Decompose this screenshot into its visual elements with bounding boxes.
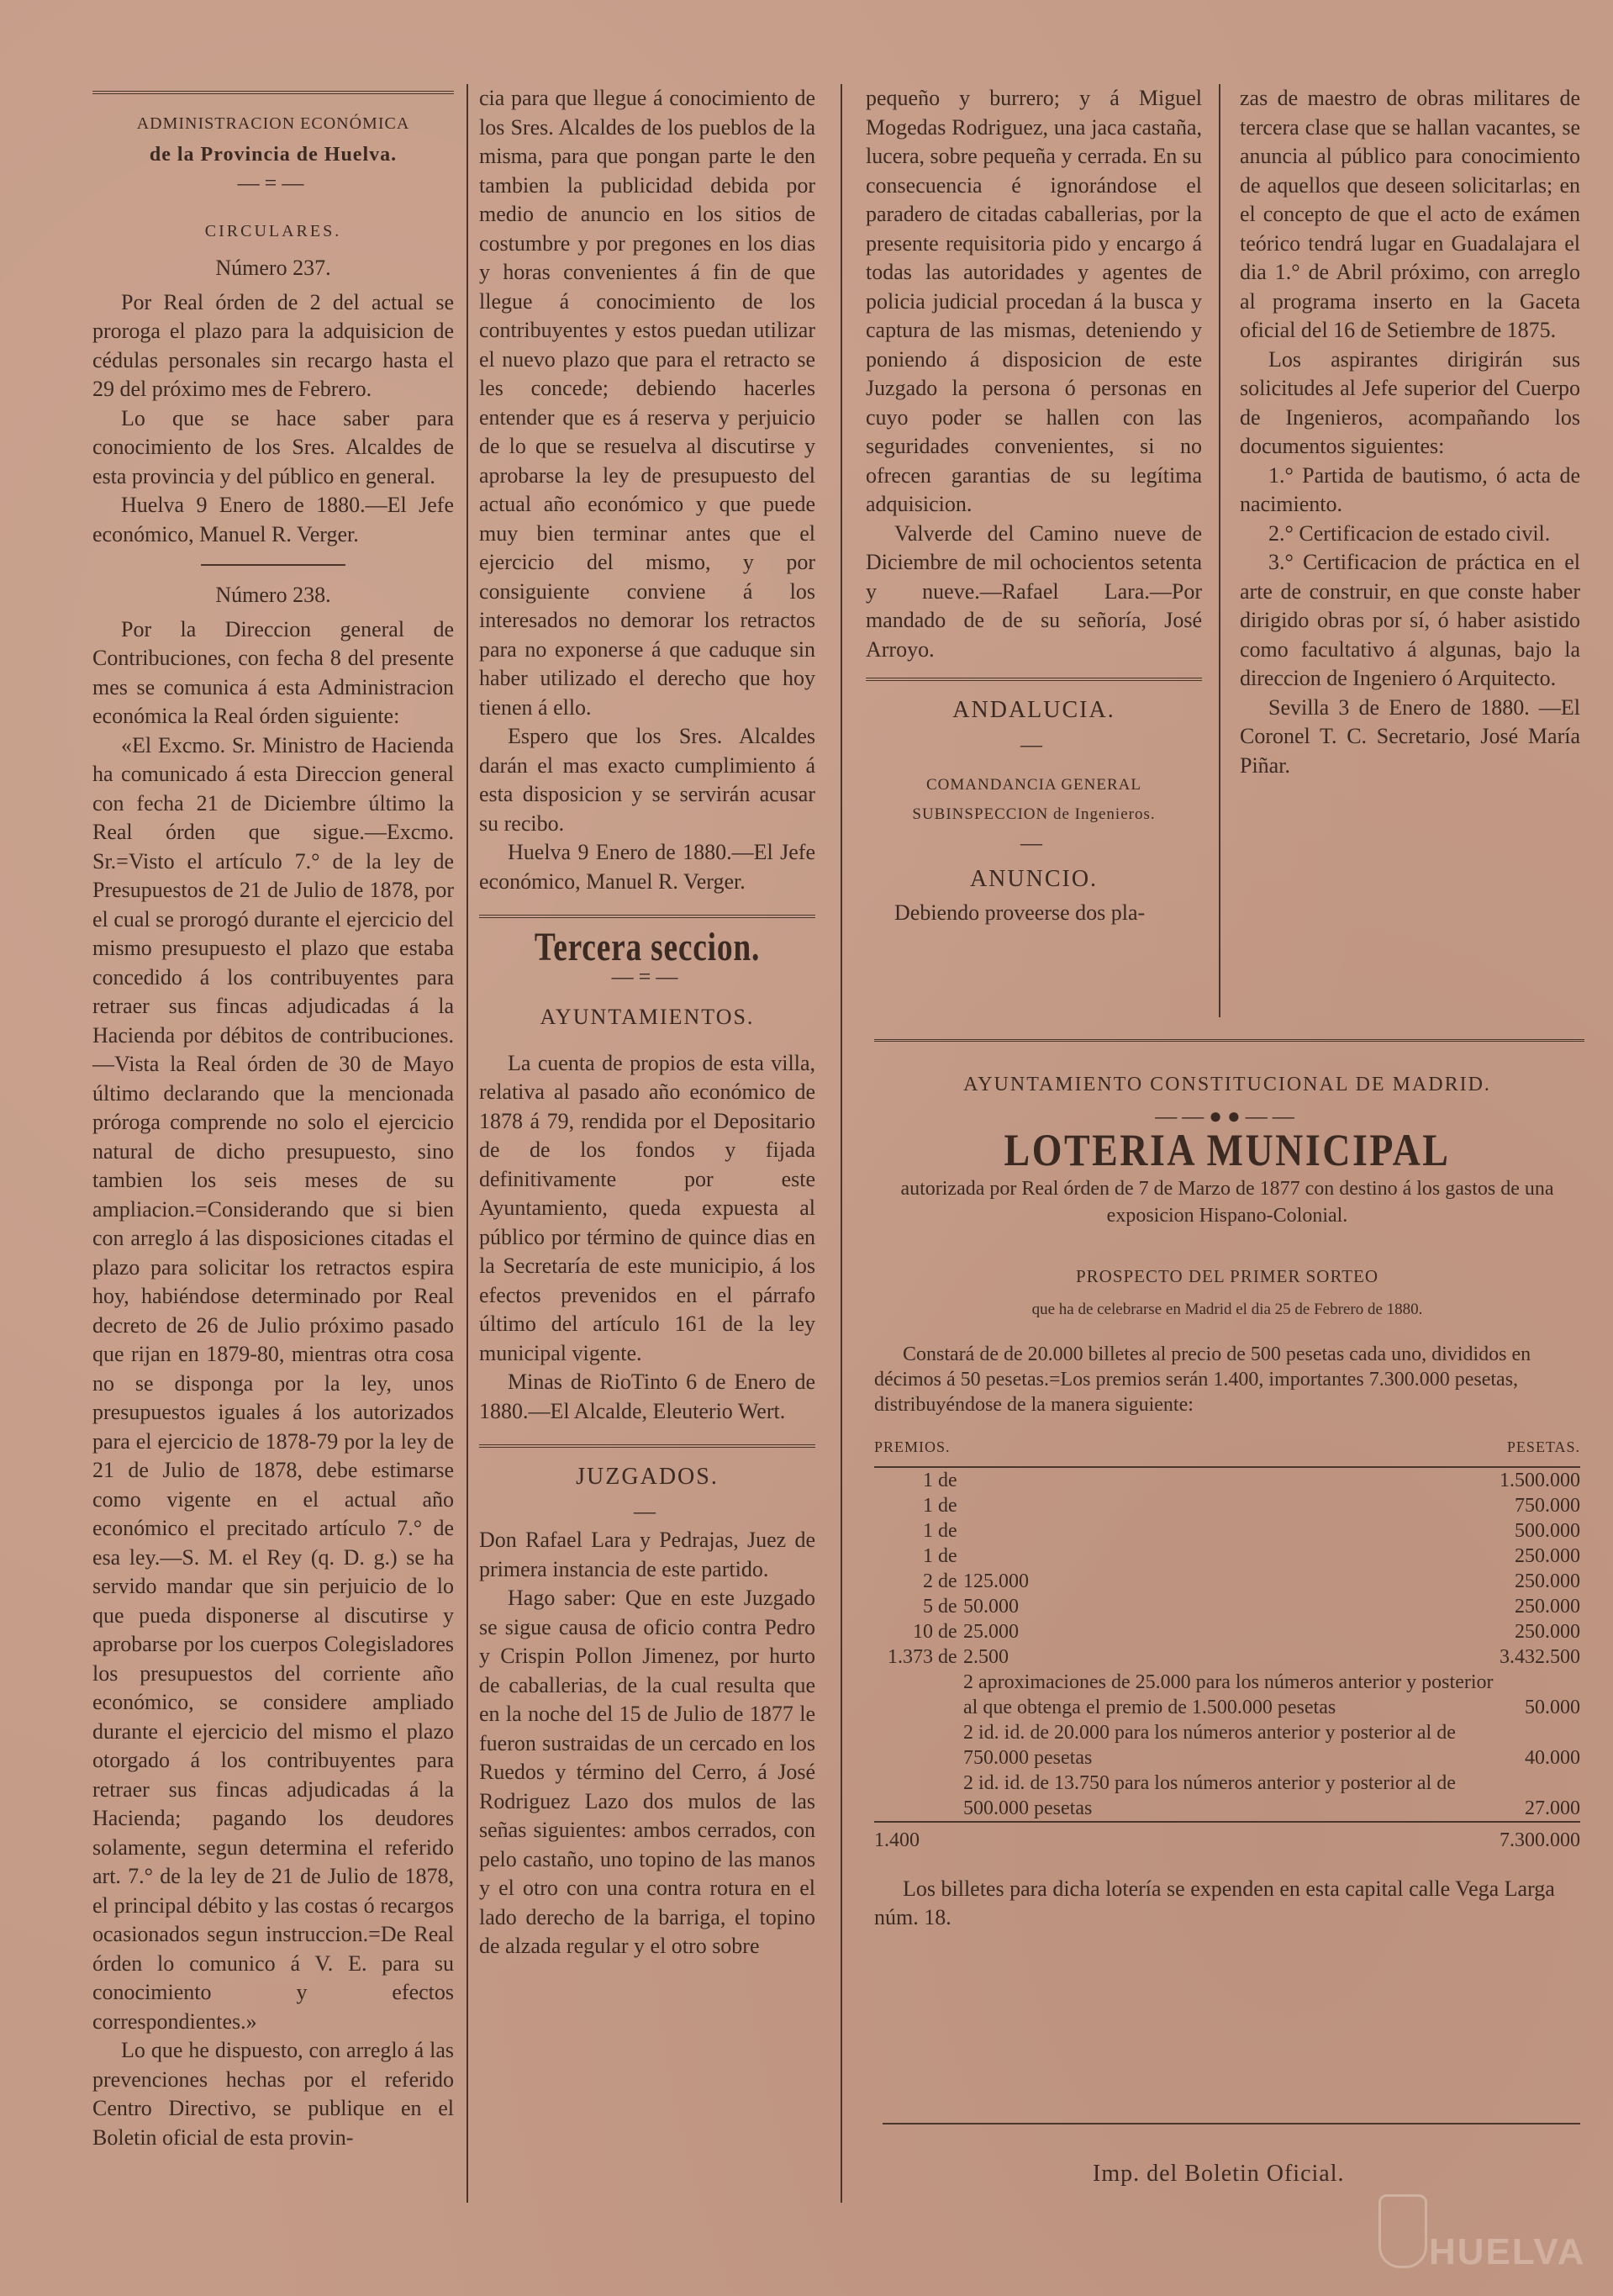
andalucia-heading: ANDALUCIA. <box>952 697 1115 723</box>
prize-de: de <box>938 1545 957 1567</box>
bottom-rule <box>883 2123 1580 2124</box>
top-rule <box>92 91 454 94</box>
watermark-logo <box>1378 2177 1586 2278</box>
signature: Minas de RioTinto 6 de Enero de 1880.—El Alcalde, Eleuterio Wert. <box>479 1370 815 1423</box>
column-divider <box>467 84 468 2203</box>
lottery-title: LOTERIA MUNICIPAL <box>1004 1125 1451 1175</box>
paragraph: Espero que los Sres. Alcaldes darán el mas exacto cumplimiento á esta disposicion y se servirán acusar su recibo. <box>479 724 815 836</box>
divider: — <box>1020 731 1047 757</box>
paragraph: cia para que llegue á conocimiento de los Sres. Alcaldes de los pueblos de la misma, para que pongan parte le den tambien la publicidad debida por medio de anuncio en los sitios de costumbre y por pregones en los dias y horas convenientes á fin de que llegue á conocimiento de los contribuyentes y estos puedan utilizar el nuevo plazo que para el retracto se les concede; debiendo hacerles entender que es á reserva y perjuicio de lo que se resuelva al discutirse y aprobarse la ley de presupuesto del actual año económico y que puede muy bien terminar antes que el ejercicio del mismo, y por consiguiente conviene á los interesados no demorar los retractos para no exponerse á que caduque sin haber utilizado el derecho que hoy tienen á ello. <box>479 86 815 720</box>
prize-de: de <box>938 1470 957 1491</box>
divider: —=— <box>611 963 683 989</box>
prize-count: 1.373 <box>888 1646 933 1668</box>
prize-amount: 750.000 <box>1515 1495 1580 1517</box>
section-title: Tercera seccion. <box>534 925 761 969</box>
approx-desc: 2 aproximaciones de 25.000 para los números anterior y posterior al que obtenga el premio de 1.500.000 pesetas <box>963 1671 1494 1718</box>
column-4 <box>1240 84 1580 780</box>
prize-de: de <box>938 1570 957 1592</box>
prize-amount: 3.432.500 <box>1500 1646 1580 1668</box>
paragraph: Los aspirantes dirigirán sus solicitudes al Jefe superior del Cuerpo de Ingenieros, acompañando los documentos siguientes: <box>1240 346 1580 458</box>
prize-de: de <box>938 1621 957 1643</box>
circulares-heading: CIRCULARES. <box>204 221 342 240</box>
approx-desc: 2 id. id. de 20.000 para los números anterior y posterior al de 750.000 pesetas <box>963 1722 1456 1769</box>
prize-value <box>963 1544 1500 1569</box>
admin-province: de la Provincia de Huelva. <box>149 143 398 166</box>
paragraph: Hago saber: Que en este Juzgado se sigue causa de oficio contra Pedro y Crispin Pollon Jimenez, por hurto de caballerias, de la cual resulta que en la noche del 15 de Julio de 1877 le fueron sustraidas de un cercado en los Ruedos y término del Cerro, á José Rodriguez Lazo dos mulos de las señas siguientes: ambos cerrados, con pelo castaño, uno topino de las manos y el otro con una contra rotura en el lado derecho de la barriga, el topino de alzada regular y el otro sobre <box>479 1586 815 1958</box>
divider: — <box>1020 831 1047 855</box>
comandancia-heading: COMANDANCIA GENERAL SUBINSPECCION de Ingenieros. <box>912 776 1156 823</box>
table-row <box>874 1720 1580 1771</box>
table-row <box>874 1467 1580 1493</box>
prize-count: 2 <box>923 1570 933 1592</box>
paragraph: pequeño y burrero; y á Miguel Mogedas Rodriguez, una jaca castaña, lucera, sobre pequeña y cerrada. En su consecuencia é ignorándose el paradero de citadas caballerias, por la presente requisitoria pido y encargo á todas las autoridades y agentes de policia judicial procedan á la busca y captura de las mismas, deteniendo y poniendo á disposicion de este Juzgado la persona ó personas en cuyo poder se hallen con las seguridades convenientes, si no ofrecen garantias de su legítima adquisicion. <box>866 86 1202 516</box>
anuncio-heading: ANUNCIO. <box>969 865 1099 892</box>
prize-value <box>963 1467 1500 1493</box>
table-row <box>874 1569 1580 1594</box>
column-divider <box>1219 84 1220 1017</box>
lottery-announcement <box>874 1034 1580 1932</box>
number-237: Número 237. <box>215 256 331 280</box>
table-row <box>874 1518 1580 1544</box>
paragraph: «El Excmo. Sr. Ministro de Hacienda ha comunicado á esta Direccion general con fecha 21 de Diciembre último la Real órden que sigue.—Excmo. Sr.=Visto el artículo 7.° de la ley de Presupuestos de 21 de Julio de 1878, por el cual se prorogó durante el ejercicio del mismo presupuesto el plazo que estaba concedido á los contribuyentes para retraer sus fincas adjudicadas á la Hacienda por débitos de contribuciones.—Vista la Real órden de 30 de Mayo último declarando que la mencionada próroga comprende no solo el ejercicio natural de dicho presupuesto, sino tambien los seis meses de su ampliacion.=Considerando que si bien con arreglo á las disposiciones citadas el plazo para solicitar los retractos espira hoy, habiéndose determinado por Real decreto de 26 de Julio próximo pasado que rijan en 1879-80, mientras otra cosa no se disponga por la ley, unos presupuestos iguales á los autorizados para el ejercicio de 1878-79 por la ley de 21 de Julio de 1878, debe estimarse como vigente en el actual año económico el precitado artículo 7.° de esa ley.—S. M. el Rey (q. D. g.) se ha servido mandar que sin perjuicio de lo que pueda disponerse al discutirse y aprobarse por los cuerpos Colegisladores los presupuestos del corriente año económico, se considere ampliado durante el ejercicio del mismo el plazo otorgado á los contribuyentes para retraer sus fincas adjudicadas á la Hacienda; pagando los deudores solamente, segun determina el referido art. 7.° de la ley de 21 de Julio de 1878, el principal débito y las costas ó recargos ocasionados segun instruccion.=De Real órden lo comunico á V. E. para su conocimiento y efectos correspondientes.» <box>92 732 454 2034</box>
list-item: 1.° Partida de bautismo, ó acta de nacimiento. <box>1240 462 1580 516</box>
list-item: 3.° Certificacion de práctica en el arte de construir, en que conste haber dirigido obras por sí, ó haber asistido como facultativo á algunas, bajo la direccion de Ingeniero ó Arquitecto. <box>1240 550 1580 690</box>
section-rule <box>866 678 1202 681</box>
juzgados-heading: JUZGADOS. <box>576 1464 719 1490</box>
paragraph: Debiendo proveerse dos pla- <box>894 900 1146 925</box>
approx-desc: 2 id. id. de 13.750 para los números anterior y posterior al de 500.000 pesetas <box>963 1772 1456 1819</box>
signature: Sevilla 3 de Enero de 1880. —El Coronel T. C. Secretario, José María Piñar. <box>1240 694 1580 778</box>
prize-amount: 250.000 <box>1515 1621 1580 1643</box>
crest-icon <box>1378 2194 1427 2268</box>
prize-rows <box>874 1467 1580 1670</box>
column-2 <box>479 84 815 1961</box>
prize-amount: 250.000 <box>1515 1596 1580 1618</box>
approx-amount: 27.000 <box>1525 1797 1580 1819</box>
list-item: 2.° Certificacion de estado civil. <box>1268 520 1551 546</box>
prize-de: de <box>938 1495 957 1517</box>
total-count: 1.400 <box>874 1822 938 1853</box>
table-row <box>874 1771 1580 1822</box>
prize-de: de <box>938 1596 957 1618</box>
total-amount: 7.300.000 <box>1500 1822 1580 1853</box>
sale-info: Los billetes para dicha lotería se expenden en esta capital calle Vega Larga núm. 18. <box>874 1876 1555 1929</box>
admin-header: ADMINISTRACION ECONÓMICA <box>136 114 410 133</box>
prize-value: 125.000 <box>963 1570 1029 1592</box>
signature: Huelva 9 Enero de 1880.—El Jefe económico, Manuel R. Verger. <box>479 840 815 894</box>
lottery-org: AYUNTAMIENTO CONSTITUCIONAL DE MADRID. <box>963 1074 1491 1095</box>
approx-amount: 50.000 <box>1525 1697 1580 1718</box>
table-row <box>874 1619 1580 1644</box>
section-rule <box>479 1444 815 1448</box>
divider <box>201 564 345 566</box>
paragraph: Por Real órden de 2 del actual se proroga el plazo para la adquisicion de cédulas personales sin recargo hasta el 29 del próximo mes de Febrero. <box>92 289 454 401</box>
prize-value <box>963 1493 1500 1518</box>
prize-de: de <box>938 1646 957 1668</box>
prize-amount: 1.500.000 <box>1500 1470 1580 1491</box>
prospectus-heading: PROSPECTO DEL PRIMER SORTEO <box>1075 1266 1379 1286</box>
column-1 <box>92 84 454 2152</box>
paragraph: zas de maestro de obras militares de tercera clase que se hallan vacantes, se anuncia al público para conocimiento de aquellos que deseen solicitarlas; en el concepto de que el acto de exámen teórico tendrá lugar en Guadalajara el dia 1.° de Abril próximo, con arreglo al programa inserto en la Gaceta oficial del 16 de Setiembre de 1875. <box>1240 86 1580 342</box>
table-total-row <box>874 1822 1580 1853</box>
lottery-intro: Constará de de 20.000 billetes al precio de 500 pesetas cada uno, divididos en décimos á 50 pesetas.=Los premios serán 1.400, importantes 7.300.000 pesetas, distribuyéndose de la manera siguiente: <box>874 1343 1531 1416</box>
prize-amount: 250.000 <box>1515 1545 1580 1567</box>
prize-table <box>874 1434 1580 1853</box>
prize-count: 5 <box>923 1596 933 1618</box>
table-row <box>874 1670 1580 1720</box>
paragraph: Lo que se hace saber para conocimiento de los Sres. Alcaldes de esta provincia y del público en general. <box>92 405 454 488</box>
prize-count: 1 <box>923 1520 933 1542</box>
ornament: ——●●—— <box>1155 1104 1299 1128</box>
prize-count: 1 <box>923 1495 933 1517</box>
lottery-authorization: autorizada por Real órden de 7 de Marzo de 1877 con destino á los gastos de una exposicion Hispano-Colonial. <box>900 1178 1554 1227</box>
prize-count: 1 <box>923 1545 933 1567</box>
prize-value: 25.000 <box>963 1621 1019 1643</box>
approx-amount: 40.000 <box>1525 1747 1580 1769</box>
column-3 <box>866 84 1202 928</box>
divider: — <box>634 1498 661 1523</box>
table-row <box>874 1644 1580 1670</box>
table-header-premios: PREMIOS. <box>874 1434 1500 1467</box>
prize-count: 10 <box>913 1621 933 1643</box>
prospectus-date: que ha de celebrarse en Madrid el dia 25 de Febrero de 1880. <box>1031 1301 1423 1318</box>
prize-value: 2.500 <box>963 1646 1009 1668</box>
prize-amount: 250.000 <box>1515 1570 1580 1592</box>
table-row <box>874 1493 1580 1518</box>
table-header-pesetas: PESETAS. <box>1500 1434 1580 1467</box>
prize-value: 50.000 <box>963 1596 1019 1618</box>
prize-value <box>963 1518 1500 1544</box>
number-238: Número 238. <box>215 583 331 607</box>
signature: Huelva 9 Enero de 1880.—El Jefe económico, Manuel R. Verger. <box>92 493 454 546</box>
section-rule <box>479 915 815 918</box>
prize-amount: 500.000 <box>1515 1520 1580 1542</box>
paragraph: Lo que he dispuesto, con arreglo á las prevenciones hechas por el referido Centro Directivo, se publique en el Boletin oficial de esta provin- <box>92 2038 454 2150</box>
signature: Valverde del Camino nueve de Diciembre de mil ochocientos setenta y nueve.—Rafael Lara.—Por mandado de de su señoría, José Arroyo. <box>866 520 1202 662</box>
column-divider <box>841 84 842 2203</box>
ayuntamientos-heading: AYUNTAMIENTOS. <box>540 1005 755 1029</box>
table-row <box>874 1594 1580 1619</box>
logo-text: HUELVA <box>1429 2231 1586 2272</box>
paragraph: Por la Direccion general de Contribuciones, con fecha 8 del presente mes se comunica á esta Administracion económica la Real órden siguiente: <box>92 616 454 728</box>
printer-imprint: Imp. del Boletin Oficial. <box>1093 2161 1345 2187</box>
divider: —=— <box>237 171 309 195</box>
prize-count: 1 <box>923 1470 933 1491</box>
paragraph: Don Rafael Lara y Pedrajas, Juez de primera instancia de este partido. <box>479 1528 815 1581</box>
paragraph: La cuenta de propios de esta villa, relativa al pasado año económico de 1878 á 79, rendida por el Depositario de de los fondos y fijada definitivamente por este Ayuntamiento, queda expuesta al público por término de quince dias en la Secretaría de este municipio, á los efectos prevenidos en el párrafo último del artículo 161 de la ley municipal vigente. <box>479 1050 815 1365</box>
table-row <box>874 1544 1580 1569</box>
prize-de: de <box>938 1520 957 1542</box>
